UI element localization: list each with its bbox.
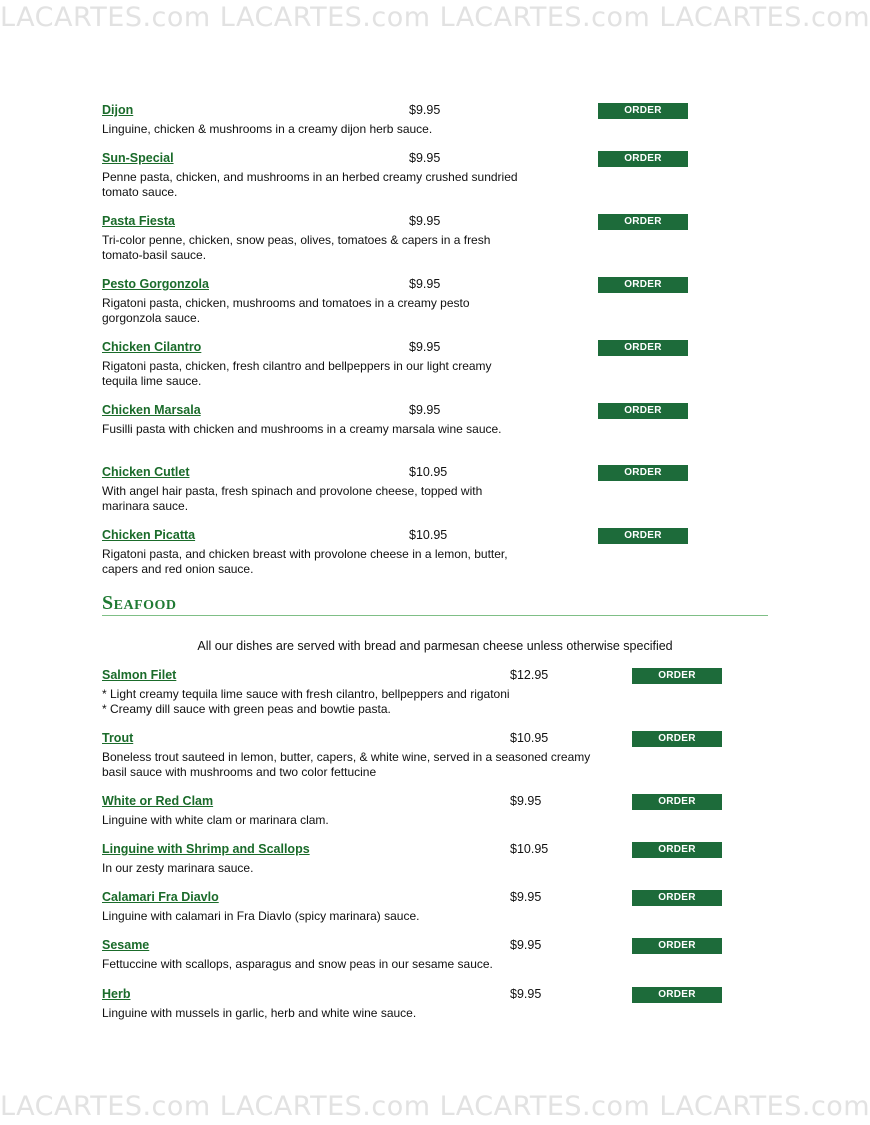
watermark-bottom: LACARTES.com LACARTES.com LACARTES.com LACARTES.com xyxy=(0,1091,870,1122)
item-price: $9.95 xyxy=(510,938,542,952)
item-price: $9.95 xyxy=(409,277,441,291)
item-description: Linguine with mussels in garlic, herb and white wine sauce. xyxy=(102,1006,417,1020)
item-price: $9.95 xyxy=(409,103,441,117)
item-description: Linguine, chicken & mushrooms in a creamy dijon herb sauce. xyxy=(102,122,433,136)
order-button[interactable]: ORDER xyxy=(598,151,688,167)
item-price: $9.95 xyxy=(510,890,542,904)
item-description: With angel hair pasta, fresh spinach and provolone cheese, topped with marinara sauce. xyxy=(102,484,483,513)
item-name-link[interactable]: Pasta Fiesta xyxy=(102,214,175,228)
menu-item-linguine-shrimp-scallops xyxy=(102,842,696,875)
menu-item-chicken-picatta xyxy=(102,528,662,576)
order-button[interactable]: ORDER xyxy=(632,668,722,684)
item-name-link[interactable]: Chicken Cilantro xyxy=(102,340,202,354)
menu-item-dijon xyxy=(102,103,662,136)
item-description: Linguine with calamari in Fra Diavlo (spicy marinara) sauce. xyxy=(102,909,420,923)
item-price: $9.95 xyxy=(409,214,441,228)
order-button[interactable]: ORDER xyxy=(598,465,688,481)
item-description: Rigatoni pasta, chicken, fresh cilantro and bellpeppers in our light creamy tequila lime sauce. xyxy=(102,359,492,388)
item-description: Penne pasta, chicken, and mushrooms in an herbed creamy crushed sundried tomato sauce. xyxy=(102,170,518,199)
order-button[interactable]: ORDER xyxy=(598,214,688,230)
item-price: $9.95 xyxy=(409,340,441,354)
item-description-line: * Light creamy tequila lime sauce with fresh cilantro, bellpeppers and rigatoni xyxy=(102,687,510,701)
order-button[interactable]: ORDER xyxy=(598,528,688,544)
order-button[interactable]: ORDER xyxy=(598,277,688,293)
item-description: In our zesty marinara sauce. xyxy=(102,861,254,875)
menu-item-salmon-filet xyxy=(102,668,696,716)
menu-item-pasta-fiesta xyxy=(102,214,662,262)
item-price: $10.95 xyxy=(409,528,448,542)
item-name-link[interactable]: Herb xyxy=(102,987,131,1001)
watermark-top: LACARTES.com LACARTES.com LACARTES.com LACARTES.com xyxy=(0,2,870,33)
item-price: $10.95 xyxy=(510,731,549,745)
order-button[interactable]: ORDER xyxy=(598,340,688,356)
menu-item-trout xyxy=(102,731,696,779)
item-name-link[interactable]: Sun-Special xyxy=(102,151,174,165)
section-divider xyxy=(102,615,768,616)
item-description: Rigatoni pasta, and chicken breast with provolone cheese in a lemon, butter, capers and red onion sauce. xyxy=(102,547,508,576)
order-button[interactable]: ORDER xyxy=(632,842,722,858)
item-description: Rigatoni pasta, chicken, mushrooms and tomatoes in a creamy pesto gorgonzola sauce. xyxy=(102,296,470,325)
order-button[interactable]: ORDER xyxy=(632,794,722,810)
order-button[interactable]: ORDER xyxy=(632,938,722,954)
item-description: Tri-color penne, chicken, snow peas, olives, tomatoes & capers in a fresh tomato-basil sauce. xyxy=(102,233,491,262)
item-price: $10.95 xyxy=(510,842,549,856)
item-name-link[interactable]: Salmon Filet xyxy=(102,668,177,682)
item-name-link[interactable]: Sesame xyxy=(102,938,150,952)
item-price: $9.95 xyxy=(510,987,542,1001)
item-name-link[interactable]: Chicken Marsala xyxy=(102,403,201,417)
menu-item-white-or-red-clam xyxy=(102,794,696,827)
item-name-link[interactable]: Linguine with Shrimp and Scallops xyxy=(102,842,310,856)
item-description-line: * Creamy dill sauce with green peas and bowtie pasta. xyxy=(102,702,391,716)
item-price: $9.95 xyxy=(409,403,441,417)
item-name-link[interactable]: Dijon xyxy=(102,103,134,117)
section-note: All our dishes are served with bread and parmesan cheese unless otherwise specified xyxy=(197,639,673,653)
item-description: Linguine with white clam or marinara clam. xyxy=(102,813,329,827)
menu-item-sesame xyxy=(102,938,696,971)
order-button[interactable]: ORDER xyxy=(598,103,688,119)
order-button[interactable]: ORDER xyxy=(632,731,722,747)
menu-item-herb xyxy=(102,987,696,1020)
menu-item-pesto-gorgonzola xyxy=(102,277,662,325)
menu-item-sun-special xyxy=(102,151,662,199)
menu-item-chicken-marsala xyxy=(102,403,662,436)
section-heading-seafood: Seafood xyxy=(102,592,177,614)
menu-item-chicken-cutlet xyxy=(102,465,662,513)
item-name-link[interactable]: Chicken Cutlet xyxy=(102,465,190,479)
item-description: Fusilli pasta with chicken and mushrooms in a creamy marsala wine sauce. xyxy=(102,422,502,436)
item-name-link[interactable]: Trout xyxy=(102,731,134,745)
menu-item-calamari-fra-diavlo xyxy=(102,890,696,923)
item-price: $9.95 xyxy=(409,151,441,165)
item-name-link[interactable]: Pesto Gorgonzola xyxy=(102,277,209,291)
order-button[interactable]: ORDER xyxy=(632,890,722,906)
order-button[interactable]: ORDER xyxy=(598,403,688,419)
item-name-link[interactable]: Chicken Picatta xyxy=(102,528,196,542)
menu-item-chicken-cilantro xyxy=(102,340,662,388)
order-button[interactable]: ORDER xyxy=(632,987,722,1003)
item-description: Boneless trout sauteed in lemon, butter, capers, & white wine, served in a seasoned creamy basil sauce with mushrooms and two color fettucine xyxy=(102,750,591,779)
item-description: Fettuccine with scallops, asparagus and snow peas in our sesame sauce. xyxy=(102,957,493,971)
item-price: $12.95 xyxy=(510,668,549,682)
item-name-link[interactable]: Calamari Fra Diavlo xyxy=(102,890,219,904)
item-price: $9.95 xyxy=(510,794,542,808)
item-name-link[interactable]: White or Red Clam xyxy=(102,794,214,808)
item-description xyxy=(102,687,602,717)
item-price: $10.95 xyxy=(409,465,448,479)
